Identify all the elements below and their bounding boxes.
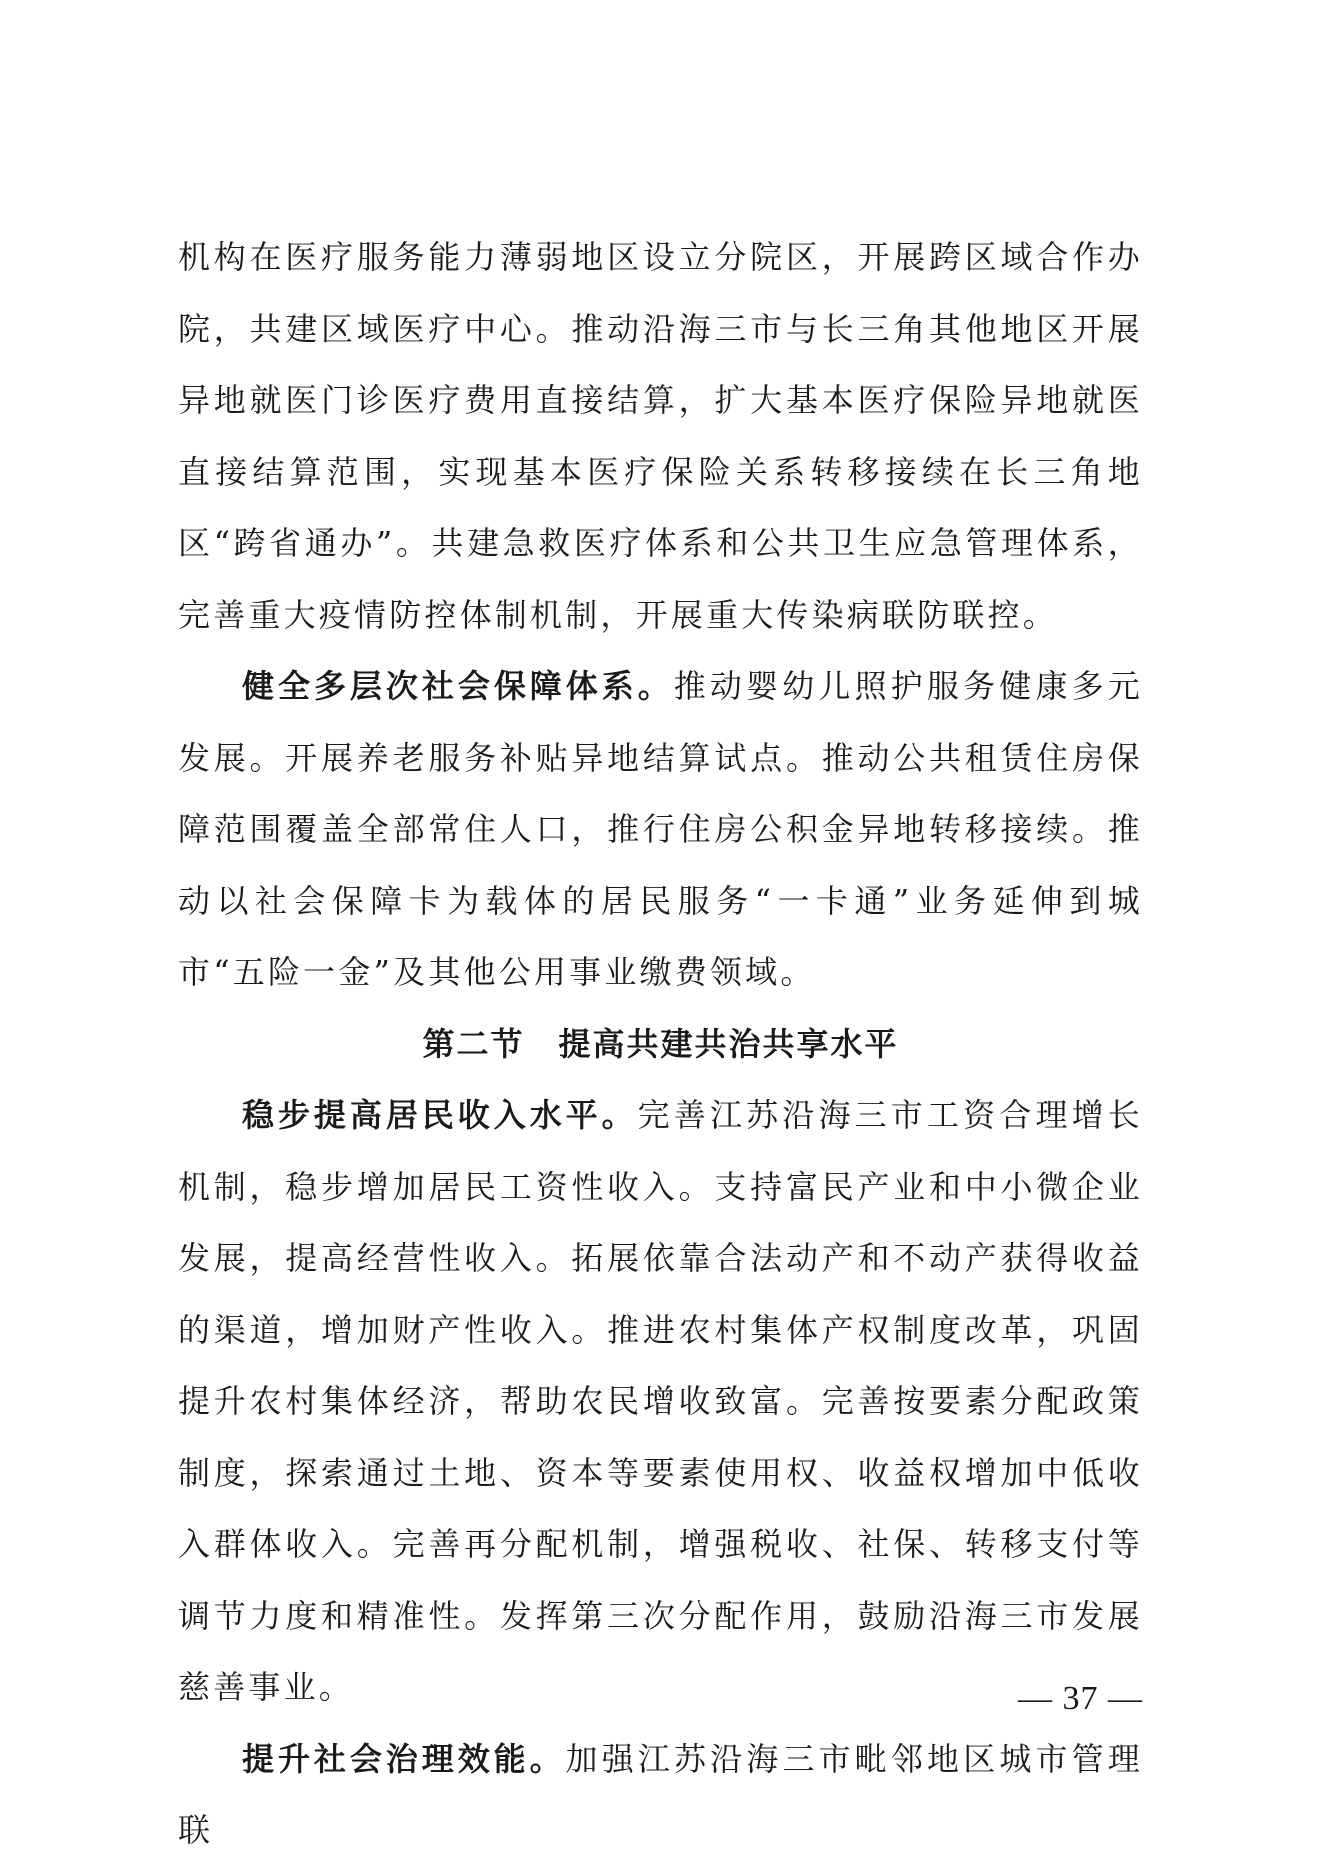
paragraph-governance xyxy=(178,1724,1143,1867)
section-heading xyxy=(178,1009,1143,1081)
paragraph-text: 完善江苏沿海三市工资合理增长机制，稳步增加居民工资性收入。支持富民产业和中小微企业发展，提高经营性收入。拓展依靠合法动产和不动产获得收益的渠道，增加财产性收入。推进农村集体产权制度改革，巩固提升农村集体经济，帮助农民增收致富。完善按要素分配政策制度，探索通过土地、资本等要素使用权、收益权增加中低收入群体收入。完善再分配机制，增强税收、社保、转移支付等调节力度和精准性。发挥第三次分配作用，鼓励沿海三市发展慈善事业。 xyxy=(178,1096,1143,1706)
body-text xyxy=(178,222,1143,1867)
section-title: 提高共建共治共享水平 xyxy=(558,1024,899,1063)
paragraph-lead: 稳步提高居民收入水平。 xyxy=(242,1096,638,1134)
paragraph-lead: 提升社会治理效能。 xyxy=(242,1739,566,1778)
paragraph-social-security xyxy=(178,651,1143,1009)
paragraph-income xyxy=(178,1080,1143,1724)
paragraph-text: 加强江苏沿海三市毗邻地区城市管理联 xyxy=(178,1739,1143,1849)
paragraph-text: 机构在医疗服务能力薄弱地区设立分院区，开展跨区域合作办院，共建区域医疗中心。推动沿海三市与长三角其他地区开展异地就医门诊医疗费用直接结算，扩大基本医疗保险异地就医直接结算范围，实现基本医疗保险关系转移接续在长三角地区“跨省通办”。共建急救医疗体系和公共卫生应急管理体系，完善重大疫情防控体制机制，开展重大传染病联防联控。 xyxy=(178,238,1143,634)
paragraph-text: 推动婴幼儿照护服务健康多元发展。开展养老服务补贴异地结算试点。推动公共租赁住房保障范围覆盖全部常住人口，推行住房公积金异地转移接续。推动以社会保障卡为载体的居民服务“一卡通”业务延伸到城市“五险一金”及其他公用事业缴费领域。 xyxy=(178,667,1143,991)
section-number: 第二节 xyxy=(422,1024,525,1063)
page-number: — 37 — xyxy=(1018,1680,1143,1717)
paragraph-lead: 健全多层次社会保障体系。 xyxy=(242,667,674,705)
paragraph-medical-continuation xyxy=(178,222,1143,651)
